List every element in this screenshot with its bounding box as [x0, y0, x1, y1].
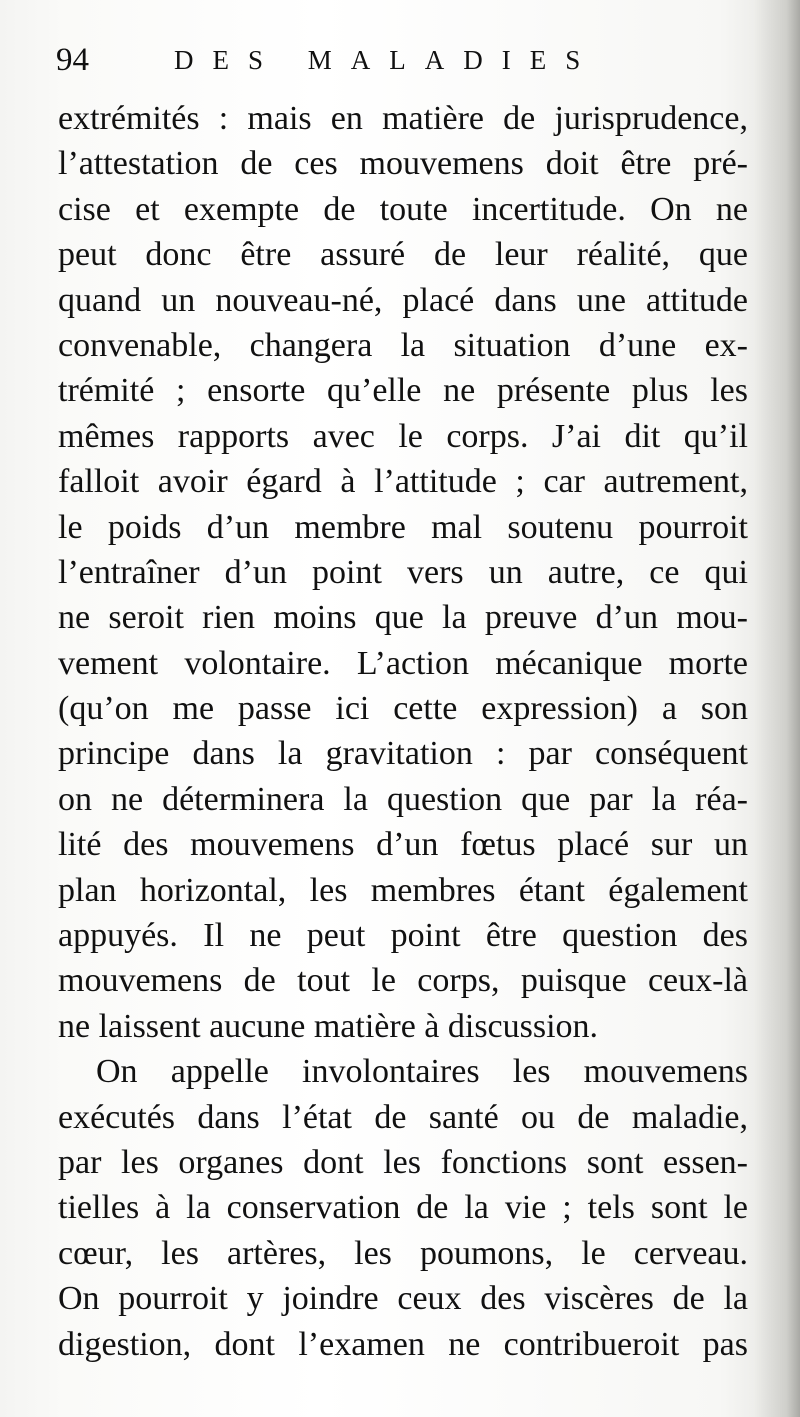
body-text: [58, 96, 748, 1367]
text-line: On pourroit y joindre ceux des viscères de la: [58, 1280, 748, 1318]
text-line: ne seroit rien moins que la preuve d’un mou-: [58, 599, 748, 637]
text-line: exécutés dans l’état de santé ou de maladie,: [58, 1098, 748, 1136]
text-line: le poids d’un membre mal soutenu pourroit: [58, 508, 748, 546]
text-line: mêmes rapports avec le corps. J’ai dit qu’il: [58, 417, 748, 455]
text-line: ne laissent aucune matière à discussion.: [58, 1007, 599, 1045]
text-line: digestion, dont l’examen ne contribueroit pas: [58, 1325, 748, 1363]
text-line: On appelle involontaires les mouvemens: [96, 1053, 748, 1091]
text-line: tielles à la conservation de la vie ; tels sont le: [58, 1189, 748, 1227]
running-head: DES MALADIES: [174, 45, 600, 75]
text-line: trémité ; ensorte qu’elle ne présente plus les: [58, 372, 748, 410]
text-line: convenable, changera la situation d’une ex-: [58, 326, 748, 364]
page-number: 94: [56, 42, 89, 78]
page-gutter-shadow: [754, 0, 800, 1417]
text-line: extrémités : mais en matière de jurisprudence,: [58, 100, 748, 137]
page-header: [56, 40, 756, 80]
text-line: vement volontaire. L’action mécanique morte: [58, 644, 748, 682]
text-line: quand un nouveau-né, placé dans une attitude: [58, 281, 748, 319]
text-line: cise et exempte de toute incertitude. On ne: [58, 190, 748, 228]
text-line: l’attestation de ces mouvemens doit être pré-: [58, 145, 748, 183]
text-line: cœur, les artères, les poumons, le cerveau.: [58, 1234, 748, 1272]
text-line: lité des mouvemens d’un fœtus placé sur un: [58, 826, 748, 864]
text-line: appuyés. Il ne peut point être question des: [58, 917, 748, 955]
paragraph-1: [58, 96, 748, 1049]
text-line: on ne déterminera la question que par la réa-: [58, 780, 748, 818]
text-line: peut donc être assuré de leur réalité, que: [58, 236, 748, 274]
text-line: mouvemens de tout le corps, puisque ceux-là: [58, 962, 748, 1000]
text-line: falloit avoir égard à l’attitude ; car autrement,: [58, 463, 748, 501]
text-line: par les organes dont les fonctions sont essen-: [58, 1143, 748, 1181]
text-line: (qu’on me passe ici cette expression) a son: [58, 690, 748, 728]
text-line: l’entraîner d’un point vers un autre, ce qui: [58, 553, 748, 591]
text-line: principe dans la gravitation : par conséquent: [58, 735, 748, 773]
paragraph-2: [58, 1049, 748, 1367]
text-line: plan horizontal, les membres étant également: [58, 871, 748, 909]
